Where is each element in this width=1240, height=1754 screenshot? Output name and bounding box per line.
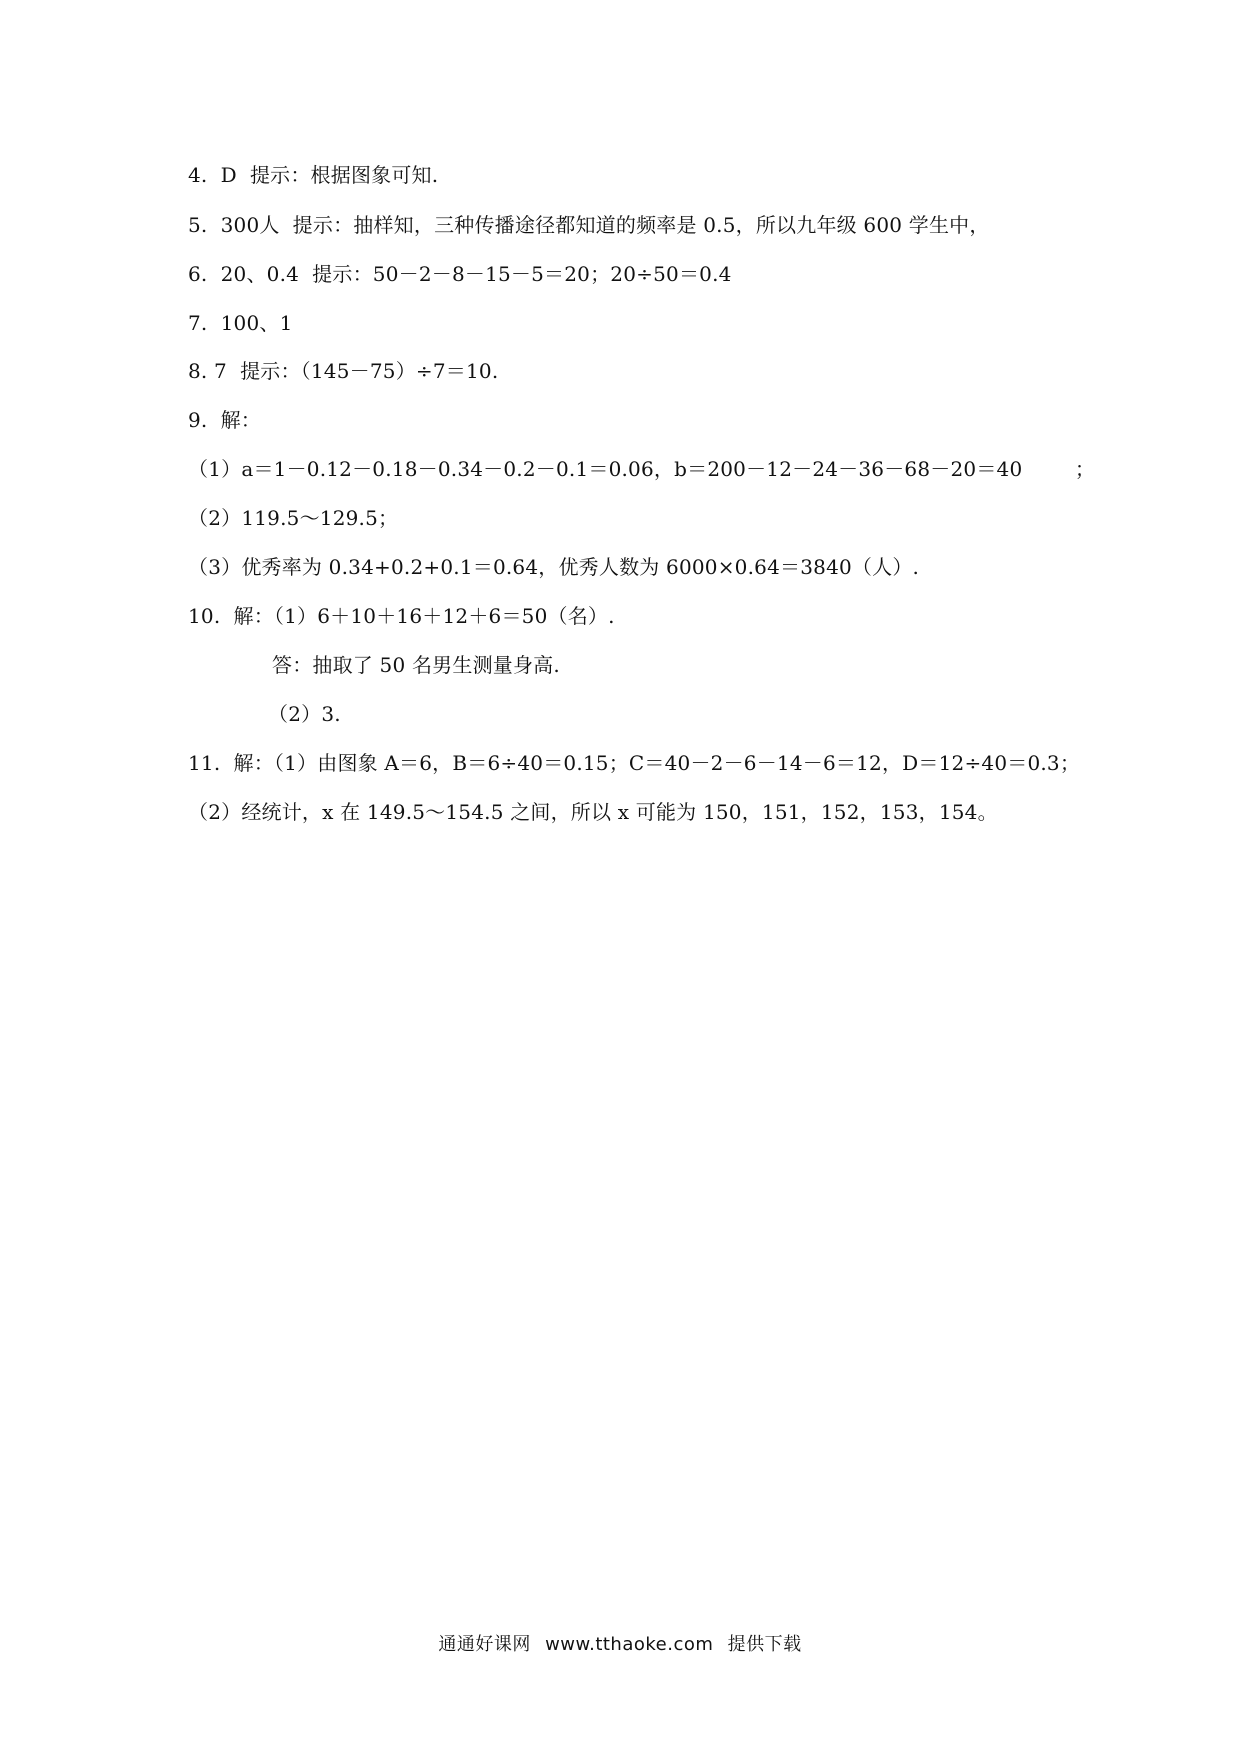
answer-10-part-2: （2）3.: [268, 702, 341, 726]
answer-4: 4. D 提示：根据图象可知.: [188, 163, 439, 187]
answer-9-part-1: （1）a＝1－0.12－0.18－0.34－0.2－0.1＝0.06，b＝200－12－24－36－68－20＝40 ；: [188, 457, 1096, 481]
page-footer: [0, 1630, 1240, 1656]
answer-10: 10. 解：（1）6＋10＋16＋12＋6＝50（名）.: [188, 604, 615, 628]
answer-9-part-2: （2）119.5～129.5；: [188, 506, 399, 530]
answer-9: 9. 解：: [188, 408, 261, 432]
answer-7: 7. 100、1: [188, 311, 293, 335]
footer-site-name: 通通好课网: [438, 1634, 531, 1655]
answer-5: 5. 300人 提示：抽样知，三种传播途径都知道的频率是 0.5，所以九年级 600 学生中，: [188, 213, 990, 237]
answer-8: 8. 7 提示：（145－75）÷7＝10.: [188, 359, 499, 383]
answer-6: 6. 20、0.4 提示：50－2－8－15－5＝20；20÷50＝0.4: [188, 262, 732, 286]
answer-10-conclusion: 答：抽取了 50 名男生测量身高.: [272, 653, 560, 677]
answer-11-part-2: （2）经统计，x 在 149.5～154.5 之间，所以 x 可能为 150，151，152，153，154。: [188, 800, 998, 824]
footer-suffix: 提供下载: [727, 1634, 802, 1655]
footer-url[interactable]: www.tthaoke.com: [545, 1634, 714, 1655]
answer-11: 11. 解：（1）由图象 A＝6，B＝6÷40＝0.15；C＝40－2－6－14－6＝12，D＝12÷40＝0.3；: [188, 751, 1081, 775]
answer-9-part-3: （3）优秀率为 0.34+0.2+0.1＝0.64，优秀人数为 6000×0.64＝3840（人）.: [188, 555, 920, 579]
